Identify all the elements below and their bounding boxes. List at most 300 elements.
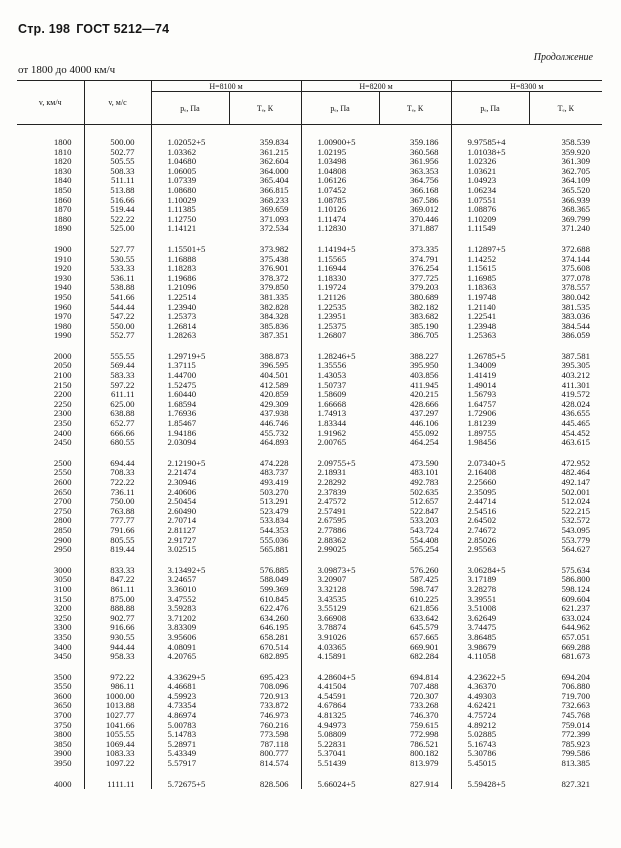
cell-temperature: 543.095 bbox=[561, 524, 591, 535]
cell-v-ms: 680.55 bbox=[84, 438, 151, 448]
cell-pressure: 2.35095 bbox=[467, 486, 497, 497]
cell-v-ms: 569.44 bbox=[84, 361, 151, 371]
table-row bbox=[17, 623, 602, 633]
table-row bbox=[17, 652, 602, 662]
cell-temperature: 720.913 bbox=[229, 692, 301, 702]
cell-temperature: 610.225 bbox=[379, 595, 451, 605]
table-row bbox=[17, 312, 602, 322]
altitude-header-2: H=8200 м bbox=[301, 81, 451, 92]
cell-v-ms: 875.00 bbox=[84, 595, 151, 605]
table-row bbox=[17, 176, 602, 186]
cell-temperature: 621.237 bbox=[561, 603, 591, 614]
cell-temperature: 681.673 bbox=[561, 651, 591, 662]
table-row bbox=[17, 186, 602, 196]
cell-temperature: 483.737 bbox=[229, 468, 301, 478]
cell-temperature: 364.109 bbox=[561, 175, 591, 186]
cell-temperature: 513.291 bbox=[229, 497, 301, 507]
cell-v-ms: 1041.66 bbox=[84, 721, 151, 731]
cell-pressure: 3.36010 bbox=[167, 583, 197, 594]
cell-temperature: 787.118 bbox=[229, 740, 301, 750]
table-row bbox=[17, 361, 602, 371]
cell-temperature: 576.885 bbox=[229, 566, 301, 576]
cell-temperature: 598.124 bbox=[561, 583, 591, 594]
cell-pressure: 1.26785+5 bbox=[467, 350, 506, 361]
table-row bbox=[17, 283, 602, 293]
cell-v-kmh: 2500 bbox=[17, 459, 84, 469]
table-row bbox=[17, 692, 602, 702]
table-row bbox=[17, 331, 602, 341]
cell-v-kmh: 2850 bbox=[17, 526, 84, 536]
group-spacer bbox=[17, 448, 602, 459]
cell-temperature: 523.479 bbox=[229, 507, 301, 517]
cell-v-kmh: 2600 bbox=[17, 478, 84, 488]
table-row bbox=[17, 595, 602, 605]
cell-pressure: 3.39551 bbox=[467, 593, 497, 604]
cell-pressure: 1.66668 bbox=[317, 398, 347, 409]
cell-pressure: 4.28604+5 bbox=[317, 671, 356, 682]
cell-temperature: 473.590 bbox=[379, 459, 451, 469]
cell-v-kmh: 1960 bbox=[17, 303, 84, 313]
cell-pressure: 1.10029 bbox=[167, 194, 197, 205]
cell-temperature: 599.369 bbox=[229, 585, 301, 595]
cell-temperature: 503.270 bbox=[229, 488, 301, 498]
cell-pressure: 1.58609 bbox=[317, 389, 347, 400]
cell-pressure: 2.09755+5 bbox=[317, 457, 356, 468]
cell-temperature: 553.779 bbox=[561, 534, 591, 545]
cell-v-ms: 763.88 bbox=[84, 507, 151, 517]
cell-temperature: 381.535 bbox=[561, 301, 591, 312]
cell-pressure: 1.76936 bbox=[167, 408, 197, 419]
cell-v-kmh: 3650 bbox=[17, 701, 84, 711]
cell-temperature: 532.572 bbox=[561, 515, 591, 526]
cell-temperature: 813.385 bbox=[561, 758, 591, 769]
cell-temperature: 358.539 bbox=[561, 137, 591, 147]
cell-pressure: 1.35556 bbox=[317, 360, 347, 371]
cell-pressure: 1.03498 bbox=[317, 156, 347, 167]
cell-temperature: 695.423 bbox=[229, 673, 301, 683]
cell-pressure: 3.55129 bbox=[317, 603, 347, 614]
cell-pressure: 1.16944 bbox=[317, 263, 347, 274]
cell-temperature: 732.663 bbox=[561, 700, 591, 711]
cell-pressure: 1.91962 bbox=[317, 427, 347, 438]
cell-temperature: 365.404 bbox=[229, 176, 301, 186]
cell-temperature: 383.036 bbox=[561, 311, 591, 322]
cell-pressure: 3.95606 bbox=[167, 631, 197, 642]
cell-pressure: 1.52475 bbox=[167, 379, 197, 390]
cell-temperature: 378.372 bbox=[229, 274, 301, 284]
cell-temperature: 670.514 bbox=[229, 643, 301, 653]
cell-temperature: 379.850 bbox=[229, 283, 301, 293]
cell-temperature: 362.705 bbox=[561, 165, 591, 176]
cell-pressure: 4.08091 bbox=[167, 641, 197, 652]
cell-temperature: 420.859 bbox=[229, 390, 301, 400]
table-row bbox=[17, 264, 602, 274]
cell-pressure: 1.23948 bbox=[467, 320, 497, 331]
cell-pressure: 1.50737 bbox=[317, 379, 347, 390]
cell-v-kmh: 1880 bbox=[17, 215, 84, 225]
cell-pressure: 1.07339 bbox=[167, 175, 197, 186]
table-row bbox=[17, 633, 602, 643]
cell-pressure: 1.89755 bbox=[467, 427, 497, 438]
cell-pressure: 3.59283 bbox=[167, 603, 197, 614]
cell-temperature: 384.328 bbox=[229, 312, 301, 322]
cell-pressure: 2.60490 bbox=[167, 505, 197, 516]
cell-v-kmh: 2650 bbox=[17, 488, 84, 498]
cell-v-kmh: 3800 bbox=[17, 730, 84, 740]
cell-pressure: 1.22514 bbox=[167, 291, 197, 302]
cell-v-kmh: 3350 bbox=[17, 633, 84, 643]
cell-temperature: 379.203 bbox=[379, 283, 451, 293]
cell-v-ms: 722.22 bbox=[84, 478, 151, 488]
table-row bbox=[17, 215, 602, 225]
cell-pressure: 5.02885 bbox=[467, 729, 497, 740]
cell-v-kmh: 3700 bbox=[17, 711, 84, 721]
cell-temperature: 381.335 bbox=[229, 293, 301, 303]
cell-pressure: 1.04680 bbox=[167, 156, 197, 167]
cell-pressure: 9.97585+4 bbox=[467, 137, 506, 147]
cell-temperature: 814.574 bbox=[229, 759, 301, 769]
cell-v-kmh: 1980 bbox=[17, 322, 84, 332]
cell-pressure: 1.11549 bbox=[467, 223, 496, 234]
cell-pressure: 1.12897+5 bbox=[467, 243, 506, 254]
cell-temperature: 412.589 bbox=[229, 381, 301, 391]
cell-pressure: 1.23951 bbox=[317, 311, 347, 322]
cell-pressure: 1.22535 bbox=[317, 301, 347, 312]
cell-temperature: 707.488 bbox=[379, 682, 451, 692]
cell-temperature: 827.321 bbox=[561, 778, 591, 789]
cell-pressure: 1.08680 bbox=[167, 184, 197, 195]
cell-v-kmh: 2950 bbox=[17, 545, 84, 555]
cell-temperature: 375.438 bbox=[229, 255, 301, 265]
table-row bbox=[17, 157, 602, 167]
cell-temperature: 799.586 bbox=[561, 748, 591, 759]
cell-temperature: 404.501 bbox=[229, 371, 301, 381]
cell-v-ms: 555.55 bbox=[84, 352, 151, 362]
cell-temperature: 813.979 bbox=[379, 759, 451, 769]
cell-v-ms: 522.22 bbox=[84, 215, 151, 225]
cell-v-kmh: 2150 bbox=[17, 381, 84, 391]
cell-temperature: 492.783 bbox=[379, 478, 451, 488]
cell-temperature: 587.425 bbox=[379, 575, 451, 585]
cell-temperature: 382.182 bbox=[379, 303, 451, 313]
cell-temperature: 522.847 bbox=[379, 507, 451, 517]
cell-v-kmh: 1940 bbox=[17, 283, 84, 293]
cell-temperature: 576.260 bbox=[379, 566, 451, 576]
cell-v-kmh: 2350 bbox=[17, 419, 84, 429]
cell-temperature: 645.579 bbox=[379, 623, 451, 633]
cell-v-ms: 516.66 bbox=[84, 196, 151, 206]
cell-v-kmh: 4000 bbox=[17, 780, 84, 790]
cell-temperature: 800.182 bbox=[379, 749, 451, 759]
cell-v-ms: 972.22 bbox=[84, 673, 151, 683]
cell-pressure: 4.62421 bbox=[467, 700, 497, 711]
cell-temperature: 446.746 bbox=[229, 419, 301, 429]
cell-temperature: 370.446 bbox=[379, 215, 451, 225]
cell-pressure: 1.11474 bbox=[317, 213, 346, 224]
cell-temperature: 359.834 bbox=[229, 125, 301, 148]
cell-temperature: 369.799 bbox=[561, 213, 591, 224]
cell-pressure: 1.11385 bbox=[167, 204, 196, 215]
cell-pressure: 1.10126 bbox=[317, 204, 347, 215]
cell-pressure: 5.43349 bbox=[167, 748, 197, 759]
cell-pressure: 4.49303 bbox=[467, 690, 497, 701]
cell-pressure: 1.08785 bbox=[317, 194, 347, 205]
table-row bbox=[17, 497, 602, 507]
cell-pressure: 2.99025 bbox=[317, 544, 347, 555]
cell-pressure: 2.54516 bbox=[467, 505, 497, 516]
cell-temperature: 445.465 bbox=[561, 418, 591, 429]
cell-v-ms: 611.11 bbox=[84, 390, 151, 400]
cell-temperature: 361.309 bbox=[561, 156, 591, 167]
altitude-header-3: H=8300 м bbox=[451, 81, 602, 92]
cell-temperature: 464.254 bbox=[379, 438, 451, 448]
cell-pressure: 3.24657 bbox=[167, 574, 197, 585]
cell-temperature: 436.655 bbox=[561, 408, 591, 419]
table-row bbox=[17, 400, 602, 410]
cell-temperature: 472.952 bbox=[561, 457, 591, 468]
table-row bbox=[17, 604, 602, 614]
cell-pressure: 1.12830 bbox=[317, 223, 347, 234]
cell-pressure: 1.07452 bbox=[317, 184, 347, 195]
cell-temperature: 373.982 bbox=[229, 245, 301, 255]
cell-v-ms: 944.44 bbox=[84, 643, 151, 653]
table-row bbox=[17, 516, 602, 526]
cell-pressure: 3.02515 bbox=[167, 544, 197, 555]
cell-temperature: 395.305 bbox=[561, 360, 591, 371]
cell-v-ms: 694.44 bbox=[84, 459, 151, 469]
cell-pressure: 4.36370 bbox=[467, 681, 497, 692]
cell-pressure: 4.94973 bbox=[317, 719, 347, 730]
cell-temperature: 396.595 bbox=[229, 361, 301, 371]
cell-temperature: 362.604 bbox=[229, 157, 301, 167]
cell-temperature: 565.254 bbox=[379, 545, 451, 555]
cell-pressure: 2.77886 bbox=[317, 524, 347, 535]
cell-pressure: 1.18363 bbox=[467, 282, 497, 293]
cell-temperature: 386.705 bbox=[379, 331, 451, 341]
cell-pressure: 4.86974 bbox=[167, 710, 197, 721]
cell-pressure: 2.44714 bbox=[467, 496, 497, 507]
cell-temperature: 746.370 bbox=[379, 711, 451, 721]
cell-pressure: 2.16408 bbox=[467, 467, 497, 478]
cell-pressure: 1.29719+5 bbox=[167, 350, 206, 361]
cell-pressure: 3.20907 bbox=[317, 574, 347, 585]
cell-pressure: 1.18330 bbox=[317, 272, 347, 283]
table-row bbox=[17, 711, 602, 721]
cell-v-kmh: 3050 bbox=[17, 575, 84, 585]
cell-v-ms: 583.33 bbox=[84, 371, 151, 381]
cell-v-kmh: 2800 bbox=[17, 516, 84, 526]
cell-temperature: 378.557 bbox=[561, 282, 591, 293]
cell-pressure: 1.49014 bbox=[467, 379, 497, 390]
cell-temperature: 622.476 bbox=[229, 604, 301, 614]
cell-v-ms: 533.33 bbox=[84, 264, 151, 274]
cell-v-ms: 791.66 bbox=[84, 526, 151, 536]
cell-temperature: 371.093 bbox=[229, 215, 301, 225]
cell-pressure: 3.78874 bbox=[317, 622, 347, 633]
cell-temperature: 388.227 bbox=[379, 352, 451, 362]
cell-pressure: 1.34009 bbox=[467, 360, 497, 371]
table-row bbox=[17, 459, 602, 469]
cell-temperature: 773.598 bbox=[229, 730, 301, 740]
cell-pressure: 1.94186 bbox=[167, 427, 197, 438]
cell-temperature: 482.464 bbox=[561, 467, 591, 478]
cell-temperature: 706.880 bbox=[561, 681, 591, 692]
cell-pressure: 4.54591 bbox=[317, 690, 347, 701]
cell-temperature: 437.297 bbox=[379, 409, 451, 419]
cell-pressure: 3.06284+5 bbox=[467, 564, 506, 575]
cell-v-ms: 1055.55 bbox=[84, 730, 151, 740]
table-row bbox=[17, 429, 602, 439]
cell-temperature: 543.724 bbox=[379, 526, 451, 536]
table-row bbox=[17, 293, 602, 303]
cell-temperature: 772.998 bbox=[379, 730, 451, 740]
cell-pressure: 3.91026 bbox=[317, 631, 347, 642]
cell-pressure: 1.21096 bbox=[167, 282, 197, 293]
cell-pressure: 1.15501+5 bbox=[167, 243, 206, 254]
cell-v-kmh: 3500 bbox=[17, 673, 84, 683]
cell-pressure: 2.00765 bbox=[317, 437, 347, 448]
cell-v-ms: 888.88 bbox=[84, 604, 151, 614]
cell-temperature: 512.024 bbox=[561, 496, 591, 507]
cell-temperature: 522.215 bbox=[561, 505, 591, 516]
table-row bbox=[17, 167, 602, 177]
cell-temperature: 360.568 bbox=[379, 148, 451, 158]
cell-pressure: 4.20765 bbox=[167, 651, 197, 662]
cell-pressure: 1.16985 bbox=[467, 272, 497, 283]
cell-pressure: 5.51439 bbox=[317, 758, 347, 769]
table-row bbox=[17, 352, 602, 362]
cell-v-ms: 1069.44 bbox=[84, 740, 151, 750]
cell-pressure: 3.09873+5 bbox=[317, 564, 356, 575]
cell-temperature: 564.627 bbox=[561, 544, 591, 555]
cell-temperature: 682.895 bbox=[229, 652, 301, 662]
cell-pressure: 4.67864 bbox=[317, 700, 347, 711]
cell-v-kmh: 2050 bbox=[17, 361, 84, 371]
cell-v-ms: 736.11 bbox=[84, 488, 151, 498]
cell-temperature: 372.534 bbox=[229, 224, 301, 234]
cell-v-kmh: 1920 bbox=[17, 264, 84, 274]
cell-temperature: 428.024 bbox=[561, 398, 591, 409]
cell-pressure: 1.02052+5 bbox=[167, 137, 206, 147]
cell-temperature: 374.791 bbox=[379, 255, 451, 265]
cell-pressure: 3.43535 bbox=[317, 593, 347, 604]
cell-pressure: 2.25660 bbox=[467, 477, 497, 487]
cell-v-ms: 541.66 bbox=[84, 293, 151, 303]
cell-pressure: 5.08809 bbox=[317, 729, 347, 740]
cell-temperature: 380.689 bbox=[379, 293, 451, 303]
cell-pressure: 3.74475 bbox=[467, 622, 497, 633]
cell-pressure: 4.46681 bbox=[167, 681, 197, 692]
cell-temperature: 376.901 bbox=[229, 264, 301, 274]
cell-temperature: 720.307 bbox=[379, 692, 451, 702]
cell-v-kmh: 3550 bbox=[17, 682, 84, 692]
cell-temperature: 800.777 bbox=[229, 749, 301, 759]
cell-pressure: 3.13492+5 bbox=[167, 564, 206, 575]
group-spacer bbox=[17, 341, 602, 352]
cell-pressure: 5.45015 bbox=[467, 758, 497, 769]
cell-pressure: 4.41504 bbox=[317, 681, 347, 692]
cell-pressure: 2.70714 bbox=[167, 515, 197, 526]
cell-temperature: 598.747 bbox=[379, 585, 451, 595]
cell-pressure: 1.85467 bbox=[167, 418, 197, 429]
cell-temperature: 719.700 bbox=[561, 690, 591, 701]
cell-pressure: 5.37041 bbox=[317, 748, 347, 759]
table-row bbox=[17, 438, 602, 448]
cell-temperature: 575.634 bbox=[561, 564, 591, 575]
table-row bbox=[17, 255, 602, 265]
cell-pressure: 1.04808 bbox=[317, 165, 347, 176]
cell-pressure: 1.83344 bbox=[317, 418, 347, 429]
cell-temperature: 419.572 bbox=[561, 389, 591, 400]
cell-pressure: 5.22831 bbox=[317, 738, 347, 749]
cell-temperature: 533.203 bbox=[379, 516, 451, 526]
col-v-ms: v, м/с bbox=[84, 81, 151, 125]
cell-pressure: 3.28278 bbox=[467, 583, 497, 594]
cell-temperature: 371.240 bbox=[561, 223, 591, 234]
cell-temperature: 359.920 bbox=[561, 146, 591, 157]
cell-temperature: 384.544 bbox=[561, 320, 591, 331]
table-row bbox=[17, 303, 602, 313]
cell-pressure: 1.28246+5 bbox=[317, 350, 356, 361]
cell-temperature: 634.260 bbox=[229, 614, 301, 624]
cell-temperature: 371.887 bbox=[379, 224, 451, 234]
cell-temperature: 376.254 bbox=[379, 264, 451, 274]
cell-pressure: 3.17189 bbox=[467, 574, 497, 585]
cell-temperature: 383.682 bbox=[379, 312, 451, 322]
cell-v-ms: 505.55 bbox=[84, 157, 151, 167]
cell-temperature: 463.615 bbox=[561, 437, 591, 448]
cell-v-kmh: 1810 bbox=[17, 148, 84, 158]
cell-temperature: 786.521 bbox=[379, 740, 451, 750]
cell-v-kmh: 1970 bbox=[17, 312, 84, 322]
cell-temperature: 658.281 bbox=[229, 633, 301, 643]
cell-v-ms: 625.00 bbox=[84, 400, 151, 410]
cell-temperature: 369.659 bbox=[229, 205, 301, 215]
cell-temperature: 411.301 bbox=[561, 379, 591, 390]
cell-pressure: 1.19724 bbox=[317, 282, 347, 293]
cell-pressure: 1.06234 bbox=[467, 184, 497, 195]
cell-temperature: 644.962 bbox=[561, 622, 591, 633]
cell-pressure: 1.41419 bbox=[467, 370, 497, 381]
cell-pressure: 3.83309 bbox=[167, 622, 197, 633]
cell-temperature: 366.168 bbox=[379, 186, 451, 196]
cell-pressure: 2.91727 bbox=[167, 534, 197, 545]
cell-pressure: 2.37839 bbox=[317, 486, 347, 497]
cell-pressure: 4.11058 bbox=[467, 651, 496, 662]
cell-v-ms: 1097.22 bbox=[84, 759, 151, 769]
cell-temperature: 694.204 bbox=[561, 671, 591, 682]
cell-v-ms: 805.55 bbox=[84, 536, 151, 546]
cell-temperature: 785.923 bbox=[561, 738, 591, 749]
cell-temperature: 374.144 bbox=[561, 253, 591, 264]
table-row bbox=[17, 701, 602, 711]
cell-v-ms: 508.33 bbox=[84, 167, 151, 177]
table-row bbox=[17, 125, 602, 148]
cell-v-kmh: 2750 bbox=[17, 507, 84, 517]
cell-pressure: 3.51008 bbox=[467, 603, 497, 614]
cell-v-kmh: 3200 bbox=[17, 604, 84, 614]
cell-v-ms: 1083.33 bbox=[84, 749, 151, 759]
cell-temperature: 388.873 bbox=[229, 352, 301, 362]
cell-pressure: 1.14252 bbox=[467, 253, 497, 264]
cell-v-kmh: 2900 bbox=[17, 536, 84, 546]
cell-pressure: 1.00900+5 bbox=[317, 137, 356, 147]
cell-v-kmh: 1890 bbox=[17, 224, 84, 234]
cell-pressure: 3.98679 bbox=[467, 641, 497, 652]
table-row bbox=[17, 381, 602, 391]
cell-pressure: 3.32128 bbox=[317, 583, 347, 594]
cell-temperature: 411.945 bbox=[379, 381, 451, 391]
